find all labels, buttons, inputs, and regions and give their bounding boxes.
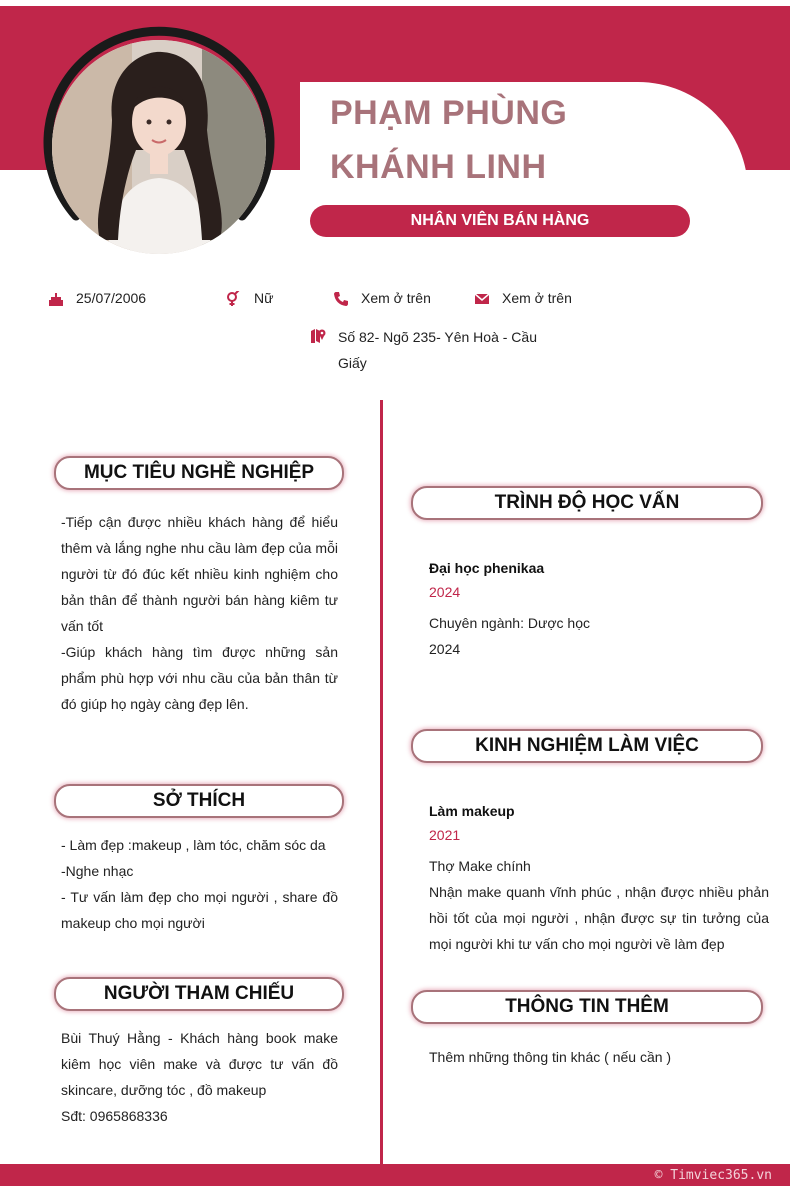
education-heading: TRÌNH ĐỘ HỌC VẤN <box>411 486 763 520</box>
additional-info-heading: THÔNG TIN THÊM <box>411 990 763 1024</box>
hobbies-line-1: - Làm đẹp :makeup , làm tóc, chăm sóc da <box>61 837 326 853</box>
job-title-badge: NHÂN VIÊN BÁN HÀNG <box>310 205 690 237</box>
candidate-name <box>330 86 710 194</box>
education-year: 2024 <box>429 584 461 600</box>
experience-year: 2021 <box>429 827 461 843</box>
references-section <box>61 1025 338 1129</box>
experience-role: Thợ Make chính <box>429 858 531 874</box>
hobbies-line-3: - Tư vấn làm đẹp cho mọi người , share đồ makeup cho mọi người <box>61 889 338 931</box>
address-info <box>310 324 550 376</box>
email-info <box>474 290 572 307</box>
name-line-1: PHẠM PHÙNG <box>330 94 568 132</box>
experience-description: Nhận make quanh vĩnh phúc , nhận được nhiều phản hồi tốt của mọi người , nhận được sự tin tưởng của mọi người khi tư vấn cho mọi người về làm đẹp <box>429 884 769 952</box>
phone-text: Xem ở trên <box>361 290 431 306</box>
additional-info-text: Thêm những thông tin khác ( nếu cần ) <box>429 1049 672 1065</box>
address-line-2: Giấy <box>338 355 367 371</box>
address-line-1: Số 82- Ngõ 235- Yên Hoà - Cầu <box>338 329 537 345</box>
birthday-text: 25/07/2006 <box>76 290 147 306</box>
education-major-year: 2024 <box>429 641 461 657</box>
experience-section <box>429 800 769 957</box>
column-divider <box>380 400 383 1165</box>
hobbies-section <box>61 832 338 936</box>
name-line-2: KHÁNH LINH <box>330 148 547 186</box>
gender-icon <box>226 291 242 307</box>
experience-heading: KINH NGHIỆM LÀM VIỆC <box>411 729 763 763</box>
phone-icon <box>333 291 349 307</box>
hobbies-line-2: -Nghe nhạc <box>61 863 134 879</box>
references-heading: NGƯỜI THAM CHIẾU <box>54 977 344 1011</box>
email-text: Xem ở trên <box>502 290 572 306</box>
gender-info <box>226 290 273 307</box>
profile-photo <box>52 40 266 254</box>
education-section <box>429 557 769 662</box>
phone-info <box>333 290 431 307</box>
copyright-text[interactable]: © Timviec365.vn <box>654 1168 772 1183</box>
references-phone: Sđt: 0965868336 <box>61 1108 168 1124</box>
map-pin-icon <box>310 328 326 344</box>
references-paragraph: Bùi Thuý Hằng - Khách hàng book make kiêm học viên make và được tư vấn đồ skincare, dưỡng tóc , đồ makeup <box>61 1030 338 1098</box>
education-major: Chuyên ngành: Dược học <box>429 615 590 631</box>
career-goal-section <box>61 509 338 717</box>
email-icon <box>474 291 490 307</box>
birthday-info <box>48 290 146 307</box>
career-goal-paragraph-1: -Tiếp cận được nhiều khách hàng để hiểu thêm và lắng nghe nhu cầu làm đẹp của mỗi người từ đó đúc kết nhiều kinh nghiệm cho bản thân để thành người bán hàng kiêm tư vấn tốt <box>61 514 338 634</box>
career-goal-heading: MỤC TIÊU NGHỀ NGHIỆP <box>54 456 344 490</box>
gender-text: Nữ <box>254 290 274 306</box>
hobbies-heading: SỞ THÍCH <box>54 784 344 818</box>
birthday-cake-icon <box>48 291 64 307</box>
career-goal-paragraph-2: -Giúp khách hàng tìm được những sản phẩm phù hợp với nhu cầu của bản thân từ đó giúp họ ngày càng đẹp lên. <box>61 644 338 712</box>
experience-title: Làm makeup <box>429 803 515 819</box>
education-school: Đại học phenikaa <box>429 560 545 576</box>
